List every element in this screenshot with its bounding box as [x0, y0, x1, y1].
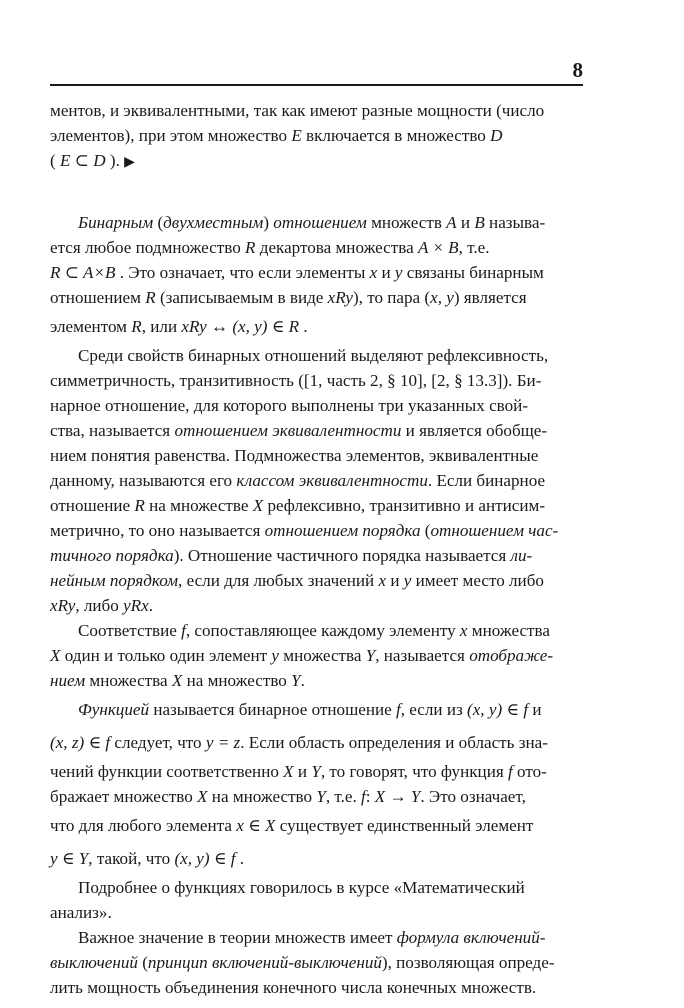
- paragraph-line: симметричность, транзитивность ([1, часть 2, § 10], [2, § 13.3]). Би-: [50, 371, 542, 390]
- paragraph-line: нарное отношение, для которого выполнены три указанных свой-: [50, 396, 529, 415]
- end-of-proof-triangle-icon: ▶: [124, 155, 135, 170]
- paragraph-line: R ⊂ A×B . Это означает, что если элементы x и y связаны бинарным: [50, 263, 544, 282]
- paragraph-line: ется любое подмножество R декартова множества A × B, т.е.: [50, 238, 490, 257]
- formula: y ∈ Y: [50, 849, 89, 868]
- paragraph-line: Бинарным (двухместным) отношением множеств A и B называ-: [78, 213, 546, 232]
- paragraph-line: ментов, и эквивалентными, так как имеют разные мощности (число: [50, 101, 545, 120]
- paragraph-line: чений функции соответственно X и Y, то говорят, что функция f ото-: [50, 762, 547, 781]
- paragraph-line: анализ».: [50, 903, 112, 922]
- paragraph-line: (x, z) ∈ f следует, что y = z. Если область определения и область зна-: [50, 733, 548, 752]
- paragraph-line: Среди свойств бинарных отношений выделяют рефлексивность,: [78, 346, 549, 365]
- formula: xRy ↔ (x, y) ∈ R: [181, 317, 300, 336]
- paragraph-line: y ∈ Y, такой, что (x, y) ∈ f .: [50, 849, 245, 868]
- paragraph-line: элементов), при этом множество E включается в множество D: [50, 126, 503, 145]
- paragraph-line: лить мощность объединения конечного числа конечных множеств.: [50, 978, 537, 997]
- paragraph-line: нейным порядком, если для любых значений x и y имеет место либо: [50, 571, 544, 590]
- formula: (x, y) ∈ f: [467, 700, 529, 719]
- formula: (x, z) ∈ f: [50, 733, 111, 752]
- paragraph-line: нием множества X на множество Y.: [50, 671, 305, 690]
- paragraph-line: отношением R (записываемым в виде xRy), то пара (x, y) является: [50, 288, 527, 307]
- paragraph-line: ( E ⊂ D ). ▶: [50, 151, 135, 170]
- paragraph-line: Подробнее о функциях говорилось в курсе «Математический: [78, 878, 525, 897]
- paragraph-line: отношение R на множестве X рефлексивно, транзитивно и антисим-: [50, 496, 546, 515]
- paragraph-line: данному, называются его классом эквивалентности. Если бинарное: [50, 471, 546, 490]
- formula: (x, y) ∈ f: [174, 849, 236, 868]
- paragraph-line: что для любого элемента x ∈ X существует единственный элемент: [50, 816, 534, 835]
- paragraph-line: тичного порядка). Отношение частичного порядка называется ли-: [50, 546, 533, 565]
- formula: x ∈ X: [236, 816, 276, 835]
- paragraph-line: элементом R, или xRy ↔ (x, y) ∈ R .: [50, 317, 308, 336]
- paragraph-line: X один и только один элемент y множества Y, называется отображе-: [50, 646, 554, 665]
- page-number: 8: [572, 58, 583, 82]
- paragraph-line: Важное значение в теории множеств имеет формула включений-: [78, 928, 546, 947]
- paragraph-line: xRy, либо yRx.: [50, 596, 153, 615]
- paragraph-line: метрично, то оно называется отношением порядка (отношением час-: [50, 521, 559, 540]
- paragraph-line: ства, называется отношением эквивалентности и является обобще-: [50, 421, 548, 440]
- paragraph-line: бражает множество X на множество Y, т.е. f: X → Y. Это означает,: [50, 787, 526, 806]
- body-text: [50, 98, 583, 1000]
- paragraph-line: Соответствие f, сопоставляющее каждому элементу x множества: [78, 621, 550, 640]
- paragraph-line: Функцией называется бинарное отношение f, если из (x, y) ∈ f и: [78, 700, 542, 719]
- paragraph-line: выключений (принцип включений-выключений), позволяющая опреде-: [50, 953, 555, 972]
- paragraph-line: нием понятия равенства. Подмножества элементов, эквивалентные: [50, 446, 539, 465]
- header-rule: [50, 84, 583, 86]
